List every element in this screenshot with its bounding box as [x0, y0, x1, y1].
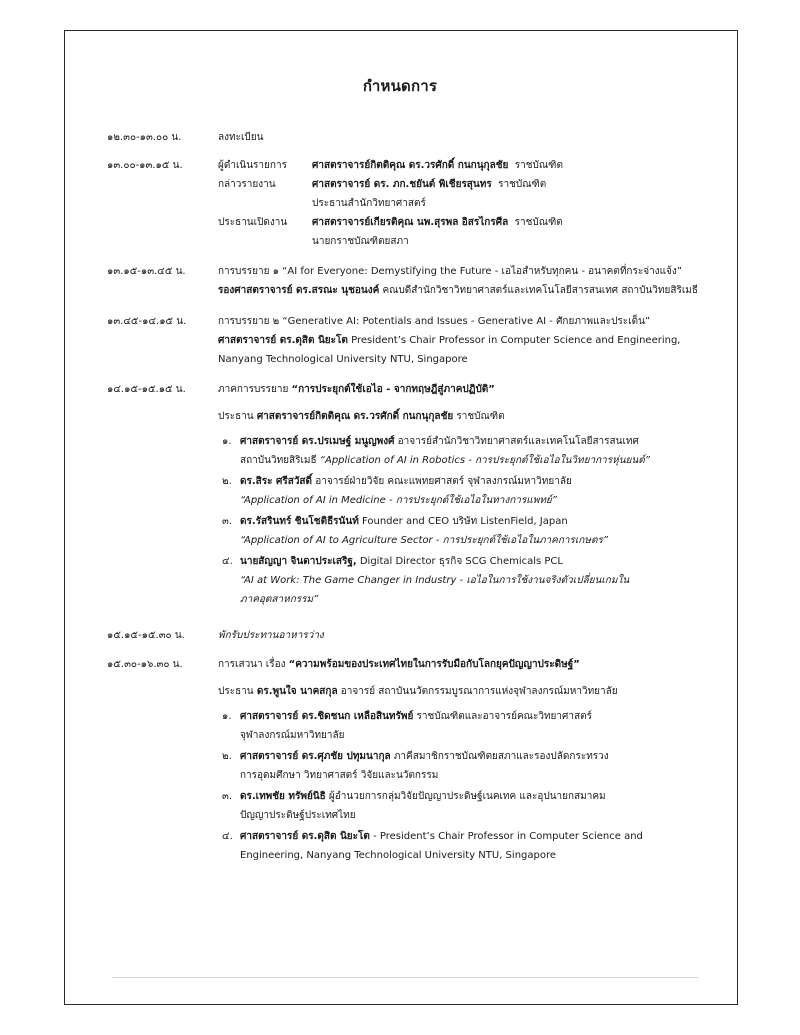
lecture-speaker — [218, 281, 718, 300]
list-item: ๓. ดร.รัสรินทร์ ชินโชติธีรนันท์ Founder and CEO บริษัท ListenField, Japan “Application of AI to Agriculture Sector - การประยุกต์ใช้เอไอในภาคการเกษตร” — [218, 512, 718, 550]
talk-title: “Application of AI in Medicine - การประยุกต์ใช้เอไอในทางการแพทย์” — [240, 495, 557, 506]
role-affiliation: ราชบัณฑิต — [514, 217, 563, 228]
speaker-name: ดร.รัสรินทร์ ชินโชติธีรนันท์ — [240, 516, 359, 527]
role-affiliation: ราชบัณฑิต — [514, 160, 563, 171]
chair-name: ศาสตราจารย์กิตติคุณ ดร.วรศักดิ์ กนกนุกุลชัย — [256, 411, 454, 422]
chair-name: ดร.พูนใจ นาคสกุล — [256, 686, 338, 697]
time-slot: ๑๓.๐๐-๑๓.๑๕ น. — [107, 160, 183, 171]
agenda-text: ลงทะเบียน — [218, 132, 264, 143]
time-slot: ๑๒.๓๐-๑๓.๐๐ น. — [107, 132, 182, 143]
speaker-name: ศาสตราจารย์ ดร.ปรเมษฐ์ มนูญพงศ์ — [240, 436, 395, 447]
page-title: กำหนดการ — [362, 77, 438, 95]
speaker-affiliation: President’s Chair Professor in Computer Science and Engineering, — [347, 335, 681, 346]
list-item: ๑. ศาสตราจารย์ ดร.ชิดชนก เหลือสินทรัพย์ ราชบัณฑิตและอาจารย์คณะวิทยาศาสตร์ จุฬาลงกรณ์มหาวิทยาลัย — [222, 711, 592, 741]
speaker-list — [218, 432, 718, 609]
talk-title: “AI at Work: The Game Changer in Industry - เอไอในการใช้งานจริงตัวเปลี่ยนเกมใน — [240, 575, 630, 586]
session-title: การเสวนา เรื่อง “ความพร้อมของประเทศไทยในการรับมือกับโลกยุคปัญญาประดิษฐ์” — [218, 659, 580, 670]
opening-roles — [218, 156, 718, 251]
session-topic: “ความพร้อมของประเทศไทยในการรับมือกับโลกยุคปัญญาประดิษฐ์” — [288, 659, 580, 670]
role-label: ผู้ดำเนินรายการ — [218, 160, 287, 171]
panelist-name: ศาสตราจารย์ ดร.ชิดชนก เหลือสินทรัพย์ — [240, 711, 414, 722]
session-chair: ประธาน ดร.พูนใจ นาคสกุล อาจารย์ สถาบันนวัตกรรมบูรณาการแห่งจุฬาลงกรณ์มหาวิทยาลัย — [218, 686, 618, 697]
role-person: ศาสตราจารย์กิตติคุณ ดร.วรศักดิ์ กนกนุกุลชัย — [312, 160, 509, 171]
lecture-title: การบรรยาย ๒ “Generative AI: Potentials and Issues - Generative AI - ศักยภาพและประเด็น” — [218, 316, 651, 327]
role-affiliation: ราชบัณฑิต — [498, 179, 547, 190]
speaker-name: นายสัญญา จินดาประเสริฐ, — [240, 556, 357, 567]
role-person: ศาสตราจารย์ ดร. ภก.ชยันต์ พิเชียรสุนทร — [312, 179, 492, 190]
list-item: ๒. ศาสตราจารย์ ดร.ศุภชัย ปทุมนากุล ภาคีสมาชิกราชบัณฑิตยสภาและรองปลัดกระทรวง การอุดมศึกษา วิทยาศาสตร์ วิจัยและนวัตกรรม — [222, 751, 609, 781]
list-item: ๒. ดร.สิระ ศรีสวัสดิ์ อาจารย์ฝ่ายวิจัย คณะแพทยศาสตร์ จุฬาลงกรณ์มหาวิทยาลัย “Application of AI in Medicine - การประยุกต์ใช้เอไอในทางการแพทย์” — [218, 472, 718, 510]
list-item: ๔. ศาสตราจารย์ ดร.ดุสิต นิยะโต - President’s Chair Professor in Computer Science and Engineering, Nanyang Technological University NTU, Singapore — [222, 831, 643, 861]
speaker-name: รองศาสตราจารย์ ดร.สรณะ นุชอนงค์ — [218, 285, 380, 296]
session-title: ภาคการบรรยาย “การประยุกต์ใช้เอไอ - จากทฤษฎีสู่ภาคปฏิบัติ” — [218, 384, 495, 395]
role-label: กล่าวรายงาน — [218, 179, 276, 190]
list-item: ๓. ดร.เทพชัย ทรัพย์นิธิ ผู้อำนวยการกลุ่มวิจัยปัญญาประดิษฐ์เนคเทค และอุปนายกสมาคม ปัญญาประดิษฐ์ประเทศไทย — [222, 791, 606, 821]
time-slot: ๑๕.๑๕-๑๕.๓๐ น. — [107, 630, 185, 641]
time-slot: ๑๓.๔๕-๑๔.๑๕ น. — [107, 316, 187, 327]
speaker-name: ดร.สิระ ศรีสวัสดิ์ — [240, 476, 313, 487]
role-person: ศาสตราจารย์เกียรติคุณ นพ.สุรพล อิสรไกรศีล — [312, 217, 509, 228]
role-label: ประธานเปิดงาน — [218, 217, 288, 228]
lecture-title: การบรรยาย ๑ “AI for Everyone: Demystifying the Future - เอไอสำหรับทุกคน - อนาคตที่กระจ่างแจ้ง” — [218, 266, 682, 277]
session-topic: “การประยุกต์ใช้เอไอ - จากทฤษฎีสู่ภาคปฏิบัติ” — [291, 384, 495, 395]
time-slot: ๑๕.๓๐-๑๖.๓๐ น. — [107, 659, 183, 670]
talk-title-continued: ภาคอุตสาหกรรม” — [240, 594, 319, 605]
panelist-name: ศาสตราจารย์ ดร.ดุสิต นิยะโต — [240, 831, 370, 842]
lecture-speaker — [218, 331, 718, 350]
panelist-list — [218, 707, 718, 865]
time-slot: ๑๓.๑๕-๑๓.๔๕ น. — [107, 266, 186, 277]
talk-title: “Application of AI to Agriculture Sector - การประยุกต์ใช้เอไอในภาคการเกษตร” — [240, 535, 608, 546]
panelist-name: ดร.เทพชัย ทรัพย์นิธิ — [240, 791, 326, 802]
list-item: ๔. นายสัญญา จินดาประเสริฐ, Digital Director ธุรกิจ SCG Chemicals PCL “AI at Work: The Game Changer in Industry - เอไอในการใช้งานจริงตัวเปลี่ยนเกมใน ภาคอุตสาหกรรม” — [218, 552, 718, 609]
talk-title: “Application of AI in Robotics - การประยุกต์ใช้เอไอในวิทยาการหุ่นยนต์” — [319, 455, 650, 466]
speaker-institution: Nanyang Technological University NTU, Singapore — [218, 354, 468, 365]
speaker-name: ศาสตราจารย์ ดร.ดุสิต นิยะโต — [218, 335, 348, 346]
session-chair: ประธาน ศาสตราจารย์กิตติคุณ ดร.วรศักดิ์ กนกนุกุลชัย ราชบัณฑิต — [218, 411, 505, 422]
footer-divider — [112, 977, 698, 978]
panelist-name: ศาสตราจารย์ ดร.ศุภชัย ปทุมนากุล — [240, 751, 391, 762]
time-slot: ๑๔.๑๕-๑๕.๑๕ น. — [107, 384, 186, 395]
list-item: ๑. ศาสตราจารย์ ดร.ปรเมษฐ์ มนูญพงศ์ อาจารย์สำนักวิชาวิทยาศาสตร์และเทคโนโลยีสารสนเทศ สถาบันวิทยสิริเมธี “Application of AI in Robotics - การประยุกต์ใช้เอไอในวิทยาการหุ่นยนต์” — [222, 436, 650, 466]
role-extra: นายกราชบัณฑิตยสภา — [312, 236, 409, 247]
role-extra: ประธานสำนักวิทยาศาสตร์ — [312, 198, 426, 209]
agenda-text: พักรับประทานอาหารว่าง — [218, 630, 324, 641]
speaker-affiliation: คณบดีสำนักวิชาวิทยาศาสตร์และเทคโนโลยีสารสนเทศ สถาบันวิทยสิริเมธี — [379, 285, 698, 296]
